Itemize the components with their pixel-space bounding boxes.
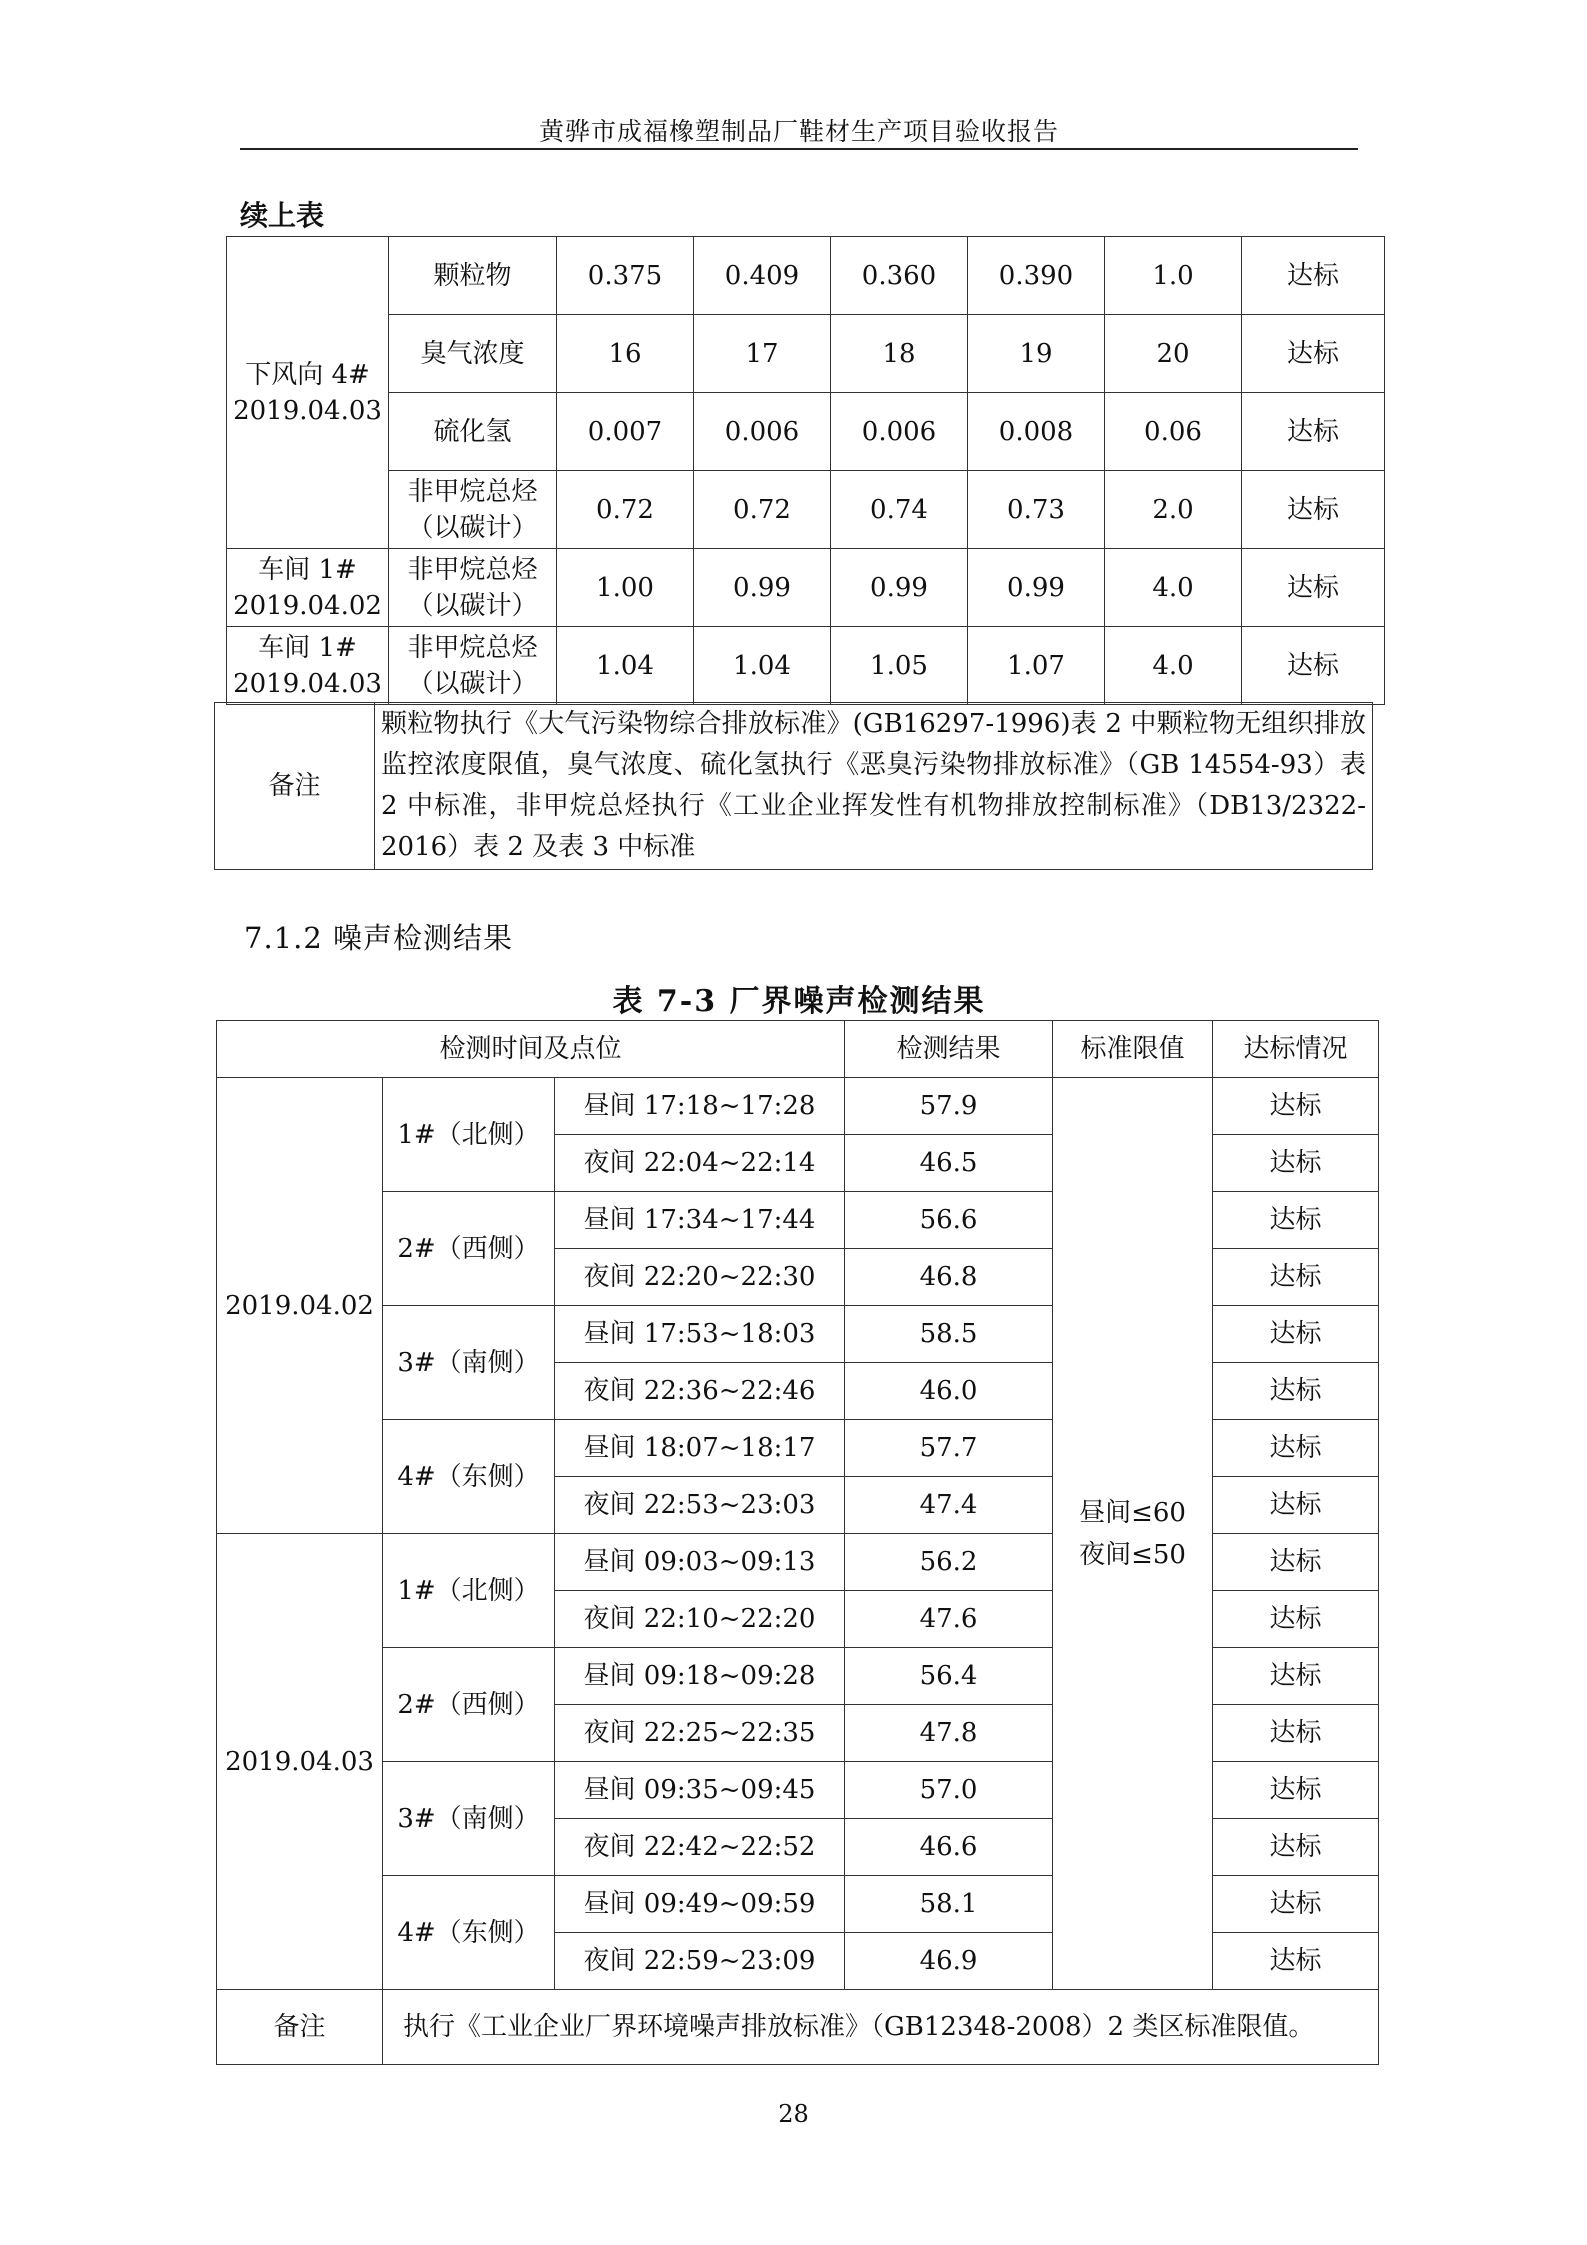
location-cell-line: 车间 1# [258,632,357,663]
period-cell: 夜间 22:53~23:03 [555,1477,845,1534]
noise-value-cell: 46.9 [845,1933,1053,1990]
air-monitoring-table [226,236,1385,705]
pollutant-cell-line: （以碳计） [407,590,538,621]
status-cell: 达标 [1213,1705,1379,1762]
measurement-cell: 1.05 [831,627,968,705]
table-row [227,393,1385,471]
note-label: 备注 [217,1990,383,2065]
limit-cell: 0.06 [1105,393,1242,471]
measurement-cell: 1.04 [557,627,694,705]
result-cell: 达标 [1242,549,1385,627]
table-header-row [217,1021,1379,1078]
result-cell: 达标 [1242,237,1385,315]
note-text: 执行《工业企业厂界环境噪声排放标准》（GB12348-2008）2 类区标准限值。 [383,1990,1379,2065]
limit-cell: 2.0 [1105,471,1242,549]
date-cell: 2019.04.02 [217,1078,383,1534]
period-cell: 昼间 17:53~18:03 [555,1306,845,1363]
measurement-cell: 0.390 [968,237,1105,315]
pollutant-cell-line: 硫化氢 [433,416,512,447]
location-cell-line: 2019.04.03 [233,668,382,699]
period-cell: 夜间 22:59~23:09 [555,1933,845,1990]
period-cell: 夜间 22:42~22:52 [555,1819,845,1876]
pollutant-cell-line: 非甲烷总烃 [407,554,538,585]
point-cell: 3#（南侧） [383,1762,555,1876]
measurement-cell: 0.72 [694,471,831,549]
table-row [227,237,1385,315]
noise-value-cell: 47.8 [845,1705,1053,1762]
location-cell-line: 车间 1# [258,554,357,585]
noise-value-cell: 56.6 [845,1192,1053,1249]
page-number: 28 [778,2100,809,2128]
section-title: 7.1.2 噪声检测结果 [244,921,514,955]
pollutant-cell-line: （以碳计） [407,512,538,543]
standard-limit-cell-line: 夜间≤50 [1079,1539,1186,1570]
measurement-cell: 0.74 [831,471,968,549]
pollutant-cell [389,471,557,549]
status-cell: 达标 [1213,1135,1379,1192]
measurement-cell: 0.99 [968,549,1105,627]
measurement-cell: 16 [557,315,694,393]
table-caption: 表 7-3 厂界噪声检测结果 [612,984,986,1019]
pollutant-cell-line: 颗粒物 [433,260,512,291]
status-cell: 达标 [1213,1363,1379,1420]
noise-value-cell: 47.4 [845,1477,1053,1534]
period-cell: 昼间 17:18~17:28 [555,1078,845,1135]
point-cell: 4#（东侧） [383,1876,555,1990]
table-row [217,1990,1379,2065]
measurement-cell: 0.375 [557,237,694,315]
measurement-cell: 0.006 [831,393,968,471]
measurement-cell: 0.72 [557,471,694,549]
status-cell: 达标 [1213,1306,1379,1363]
period-cell: 夜间 22:36~22:46 [555,1363,845,1420]
noise-value-cell: 58.5 [845,1306,1053,1363]
location-cell [227,549,389,627]
status-cell: 达标 [1213,1933,1379,1990]
noise-value-cell: 57.7 [845,1420,1053,1477]
pollutant-cell-line: 非甲烷总烃 [407,476,538,507]
table-row [215,703,1373,870]
point-cell: 3#（南侧） [383,1306,555,1420]
period-cell: 昼间 18:07~18:17 [555,1420,845,1477]
pollutant-cell-line: 臭气浓度 [420,338,525,369]
location-cell-line: 下风向 4# [245,359,370,390]
status-cell: 达标 [1213,1249,1379,1306]
pollutant-cell-line: （以碳计） [407,668,538,699]
result-cell: 达标 [1242,315,1385,393]
result-cell: 达标 [1242,393,1385,471]
status-cell: 达标 [1213,1192,1379,1249]
measurement-cell: 19 [968,315,1105,393]
measurement-cell: 0.99 [831,549,968,627]
header-rule [240,148,1358,150]
location-cell [227,627,389,705]
pollutant-cell [389,315,557,393]
header-result: 检测结果 [845,1021,1053,1078]
measurement-cell: 18 [831,315,968,393]
header-status: 达标情况 [1213,1021,1379,1078]
status-cell: 达标 [1213,1420,1379,1477]
standard-limit-cell-line: 昼间≤60 [1079,1497,1186,1528]
point-cell: 2#（西侧） [383,1648,555,1762]
noise-value-cell: 46.6 [845,1819,1053,1876]
pollutant-cell [389,549,557,627]
result-cell: 达标 [1242,627,1385,705]
limit-cell: 4.0 [1105,627,1242,705]
pollutant-cell [389,627,557,705]
status-cell: 达标 [1213,1078,1379,1135]
period-cell: 夜间 22:10~22:20 [555,1591,845,1648]
continuation-label: 续上表 [240,199,325,232]
note-label: 备注 [215,703,375,870]
document-header: 黄骅市成福橡塑制品厂鞋材生产项目验收报告 [538,117,1059,146]
date-cell: 2019.04.03 [217,1534,383,1990]
status-cell: 达标 [1213,1591,1379,1648]
status-cell: 达标 [1213,1819,1379,1876]
noise-value-cell: 46.8 [845,1249,1053,1306]
noise-value-cell: 47.6 [845,1591,1053,1648]
measurement-cell: 1.00 [557,549,694,627]
period-cell: 昼间 17:34~17:44 [555,1192,845,1249]
point-cell: 1#（北侧） [383,1534,555,1648]
noise-monitoring-table [216,1020,1379,2065]
point-cell: 1#（北侧） [383,1078,555,1192]
note-text: 颗粒物执行《大气污染物综合排放标准》(GB16297-1996)表 2 中颗粒物无组织排放监控浓度限值，臭气浓度、硫化氢执行《恶臭污染物排放标准》（GB 14554-93）表 2 中标准，非甲烷总烃执行《工业企业挥发性有机物排放控制标准》（DB13/2322-2016）表 2 及表 3 中标准 [375,703,1373,870]
measurement-cell: 17 [694,315,831,393]
table-row [227,627,1385,705]
noise-value-cell: 58.1 [845,1876,1053,1933]
noise-value-cell: 46.5 [845,1135,1053,1192]
measurement-cell: 0.006 [694,393,831,471]
pollutant-cell-line: 非甲烷总烃 [407,632,538,663]
period-cell: 昼间 09:35~09:45 [555,1762,845,1819]
table-row [227,549,1385,627]
status-cell: 达标 [1213,1876,1379,1933]
point-cell: 2#（西侧） [383,1192,555,1306]
measurement-cell: 1.04 [694,627,831,705]
location-cell-line: 2019.04.02 [233,590,382,621]
header-time-location: 检测时间及点位 [217,1021,845,1078]
limit-cell: 1.0 [1105,237,1242,315]
location-cell-line: 2019.04.03 [233,395,382,426]
point-cell: 4#（东侧） [383,1420,555,1534]
pollutant-cell [389,237,557,315]
period-cell: 夜间 22:25~22:35 [555,1705,845,1762]
status-cell: 达标 [1213,1648,1379,1705]
air-table-note [214,702,1373,870]
measurement-cell: 0.409 [694,237,831,315]
header-limit: 标准限值 [1053,1021,1213,1078]
noise-value-cell: 57.0 [845,1762,1053,1819]
measurement-cell: 1.07 [968,627,1105,705]
table-row [217,1078,1379,1135]
status-cell: 达标 [1213,1477,1379,1534]
standard-limit-cell [1053,1078,1213,1990]
location-cell [227,237,389,549]
measurement-cell: 0.008 [968,393,1105,471]
measurement-cell: 0.007 [557,393,694,471]
period-cell: 夜间 22:20~22:30 [555,1249,845,1306]
measurement-cell: 0.99 [694,549,831,627]
status-cell: 达标 [1213,1534,1379,1591]
measurement-cell: 0.360 [831,237,968,315]
status-cell: 达标 [1213,1762,1379,1819]
noise-value-cell: 56.2 [845,1534,1053,1591]
table-row [227,315,1385,393]
period-cell: 昼间 09:49~09:59 [555,1876,845,1933]
period-cell: 夜间 22:04~22:14 [555,1135,845,1192]
limit-cell: 4.0 [1105,549,1242,627]
result-cell: 达标 [1242,471,1385,549]
noise-value-cell: 56.4 [845,1648,1053,1705]
limit-cell: 20 [1105,315,1242,393]
pollutant-cell [389,393,557,471]
noise-value-cell: 57.9 [845,1078,1053,1135]
table-row [227,471,1385,549]
noise-value-cell: 46.0 [845,1363,1053,1420]
period-cell: 昼间 09:18~09:28 [555,1648,845,1705]
measurement-cell: 0.73 [968,471,1105,549]
period-cell: 昼间 09:03~09:13 [555,1534,845,1591]
